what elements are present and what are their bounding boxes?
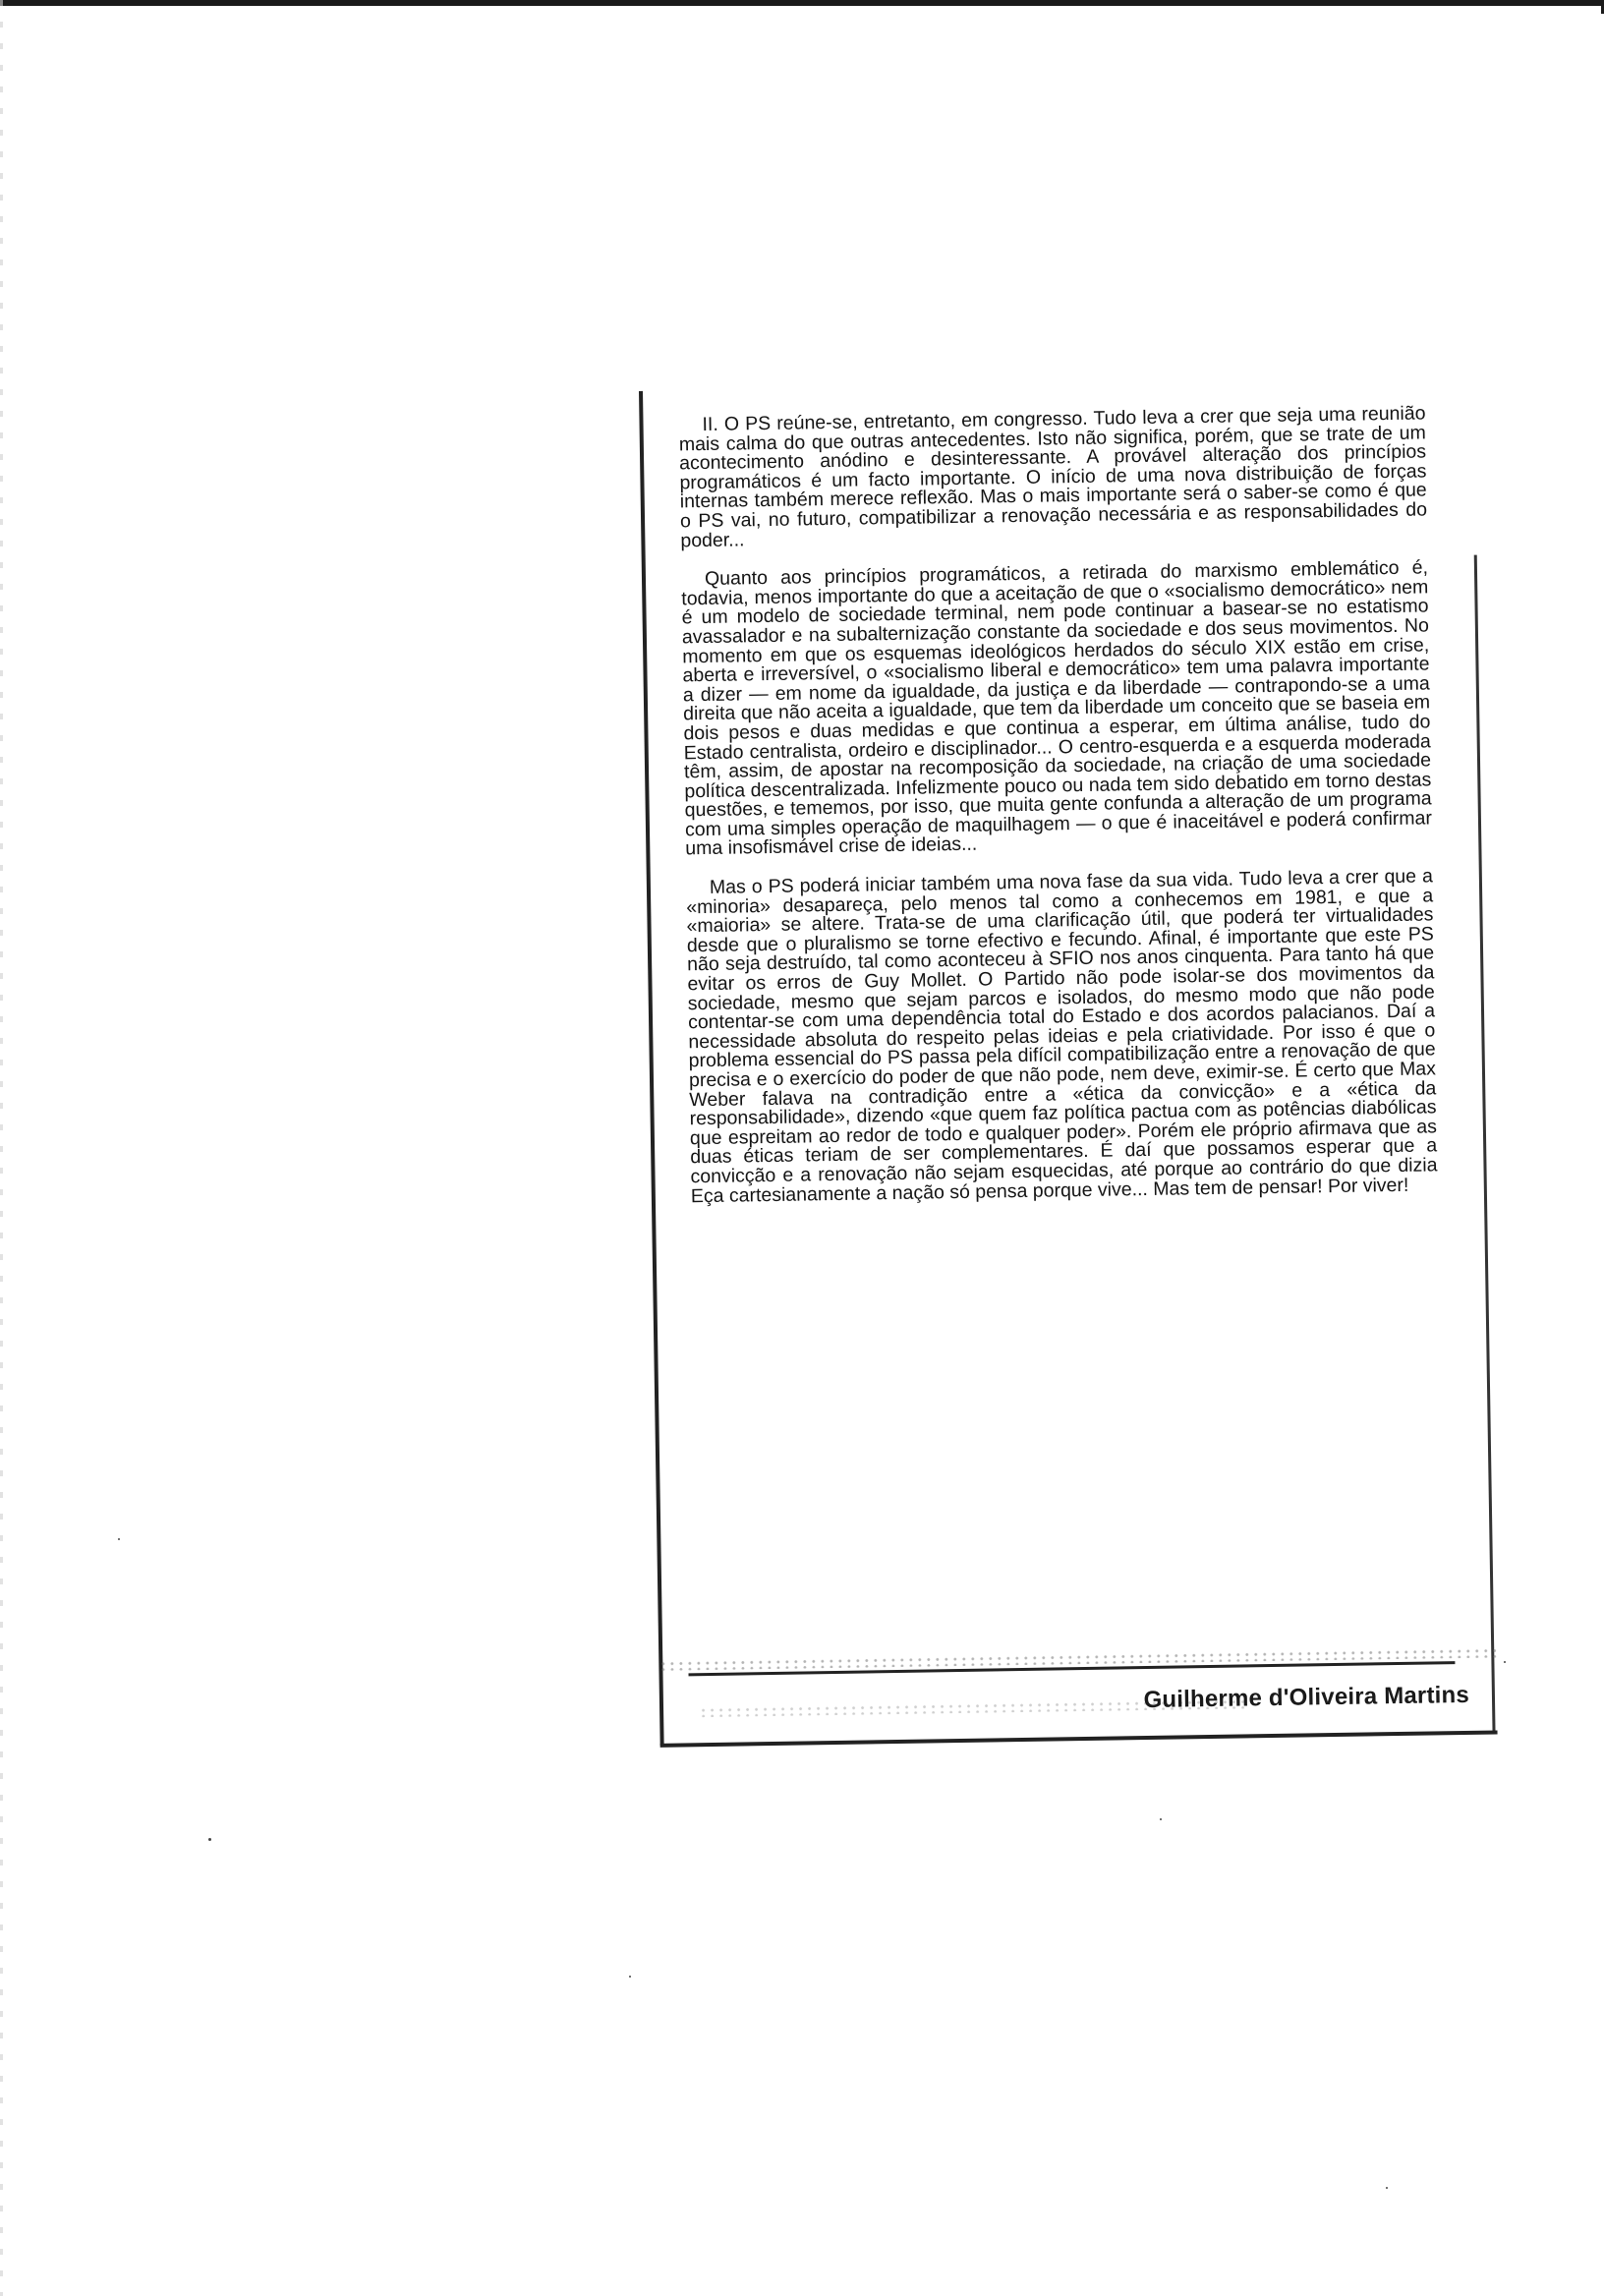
newspaper-clipping xyxy=(639,378,1498,1748)
scan-speck xyxy=(629,1976,631,1978)
scan-speck xyxy=(1386,2187,1388,2189)
scan-speck xyxy=(1160,1818,1162,1820)
scan-left-edge xyxy=(0,0,3,2296)
clipping-bottom-border xyxy=(660,1730,1498,1747)
scan-speck xyxy=(1504,1661,1506,1663)
article-body xyxy=(678,404,1438,1226)
article-paragraph-2: Quanto aos princípios programáticos, a retirada do marxismo emblemático é, todavia, menos importante do que a aceitação de que o «socialismo democrático» nem é um modelo de sociedade terminal, nem pode continuar a basear-se no estatismo avassalador e na subalternização constante da sociedade e dos seus movimentos. No momento em que os esquemas ideológicos herdados do século XIX estão em crise, aberta e irreversível, o «socialismo liberal e democrático» tem uma palavra importante a dizer — em nome da igualdade, da justiça e da liberdade — contrapondo-se a uma direita que não aceita a igualdade, que tem da liberdade um conceito que se baseia em dois pesos e duas medidas e que continua a esperar, em última análise, tudo do Estado centralista, ordeiro e disciplinador... O centro-esquerda e a esquerda moderada têm, assim, de apostar na recomposição da sociedade, na criação de uma sociedade política descentralizada. Infelizmente pouco ou nada tem sido debatido em torno destas questões, e tememos, por isso, que muita gente confunda a alteração de um programa com uma simples operação de maquilhagem — o que é inaceitável e poderá confirmar uma insofismável crise de ideias... xyxy=(681,556,1433,860)
article-paragraph-3: Mas o PS poderá iniciar também uma nova fase da sua vida. Tudo leva a crer que a «minoria» desapareça, pelo menos tal como a conhecemos em 1981, e que a «maioria» se altere. Trata-se de uma clarificação útil, que poderá ter virtualidades desde que o pluralismo se torne efectivo e fecundo. Afinal, é importante que este PS não seja destruído, tal como aconteceu à SFIO nos anos cinquenta. Para tanto há que evitar os erros de Guy Mollet. O Partido não pode isolar-se dos movimentos da sociedade, mesmo que sejam parcos e isolados, do mesmo modo que não pode contentar-se com uma dependência total do Estado e dos acordos palacianos. Daí a necessidade absoluta do respeito pelas ideias e pela criatividade. Por isso é que o problema essencial do PS passa pela difícil compatibilização entre a renovação de que precisa e o exercício do poder de que não pode, nem deve, eximir-se. É certo que Max Weber falava na contradição entre a «ética da convicção» e a «ética da responsabilidade», dizendo «que quem faz política pactua com as potências diabólicas que espreitam ao redor de todo e qualquer poder». Porém ele próprio afirmava que as duas éticas teriam de ser complementares. É daí que possamos esperar que a convicção e a renovação não sejam esquecidas, até porque ao contrário do que dizia Eça cartesianamente a nação só pensa porque vive... Mas tem de pensar! Por viver! xyxy=(686,865,1438,1207)
scan-top-border xyxy=(0,0,1604,6)
clipping-right-border xyxy=(1474,555,1496,1735)
author-signature: Guilherme d'Oliveira Martins xyxy=(1143,1681,1470,1714)
article-paragraph-1: II. O PS reúne-se, entretanto, em congresso. Tudo leva a crer que seja uma reunião mais calma do que outras antecedentes. Isto não significa, porém, que se trate de um acontecimento anódino e desinteressante. A provável alteração dos princípios programáticos é um facto importante. O início de uma nova distribuição de forças internas também merece reflexão. Mas o mais importante será o saber-se como é que o PS vai, no futuro, compatibilizar a renovação necessária e as responsabilidades do poder... xyxy=(678,402,1428,551)
scan-speck xyxy=(208,1838,211,1841)
scan-speck xyxy=(118,1538,120,1540)
clipping-left-border xyxy=(639,391,664,1746)
